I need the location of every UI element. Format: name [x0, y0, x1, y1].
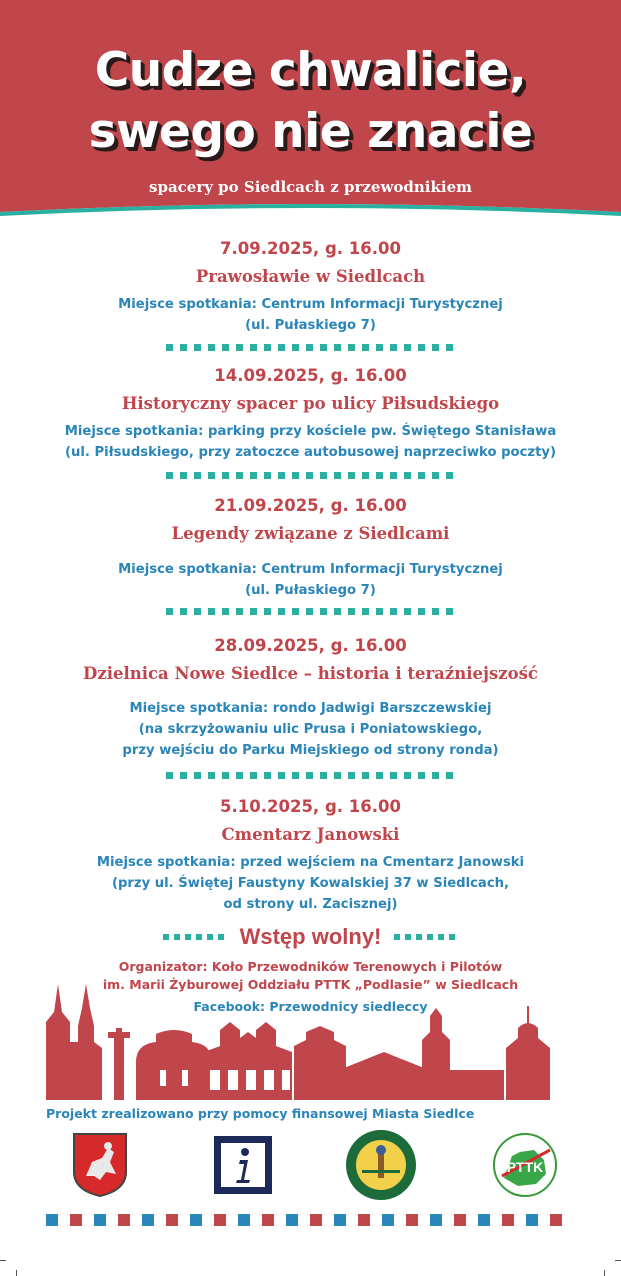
- page-subtitle: spacery po Siedlcach z przewodnikiem: [149, 178, 472, 196]
- dotted-divider: [0, 344, 621, 352]
- free-entry-label: Wstęp wolny!: [239, 924, 382, 949]
- event-place-line: (przy ul. Świętej Faustyny Kowalskiej 37 w Siedlcach,: [111, 876, 510, 891]
- event-title: Prawosławie w Siedlcach: [195, 267, 426, 286]
- free-entry-row: [0, 924, 621, 950]
- coat-of-arms-icon: [72, 1132, 128, 1198]
- organizer-line: im. Marii Żyburowej Oddziału PTTK „Podlasie” w Siedlcach: [102, 977, 519, 992]
- event-5: [0, 795, 621, 915]
- guides-club-seal-icon: [344, 1128, 418, 1202]
- dotted-divider: [0, 772, 621, 780]
- page-title-line1: Cudze chwalicie,: [94, 43, 527, 98]
- event-place-line: Miejsce spotkania: przed wejściem na Cmentarz Janowski: [96, 855, 525, 870]
- event-date: 7.09.2025, g. 16.00: [220, 239, 401, 258]
- dotted-divider: [0, 472, 621, 480]
- header-banner: [0, 0, 621, 222]
- event-place-line: (na skrzyżowaniu ulic Prusa i Poniatowskiego,: [138, 722, 483, 737]
- event-place-line: (ul. Piłsudskiego, przy zatoczce autobusowej naprzeciwko poczty): [64, 445, 557, 460]
- event-title: Dzielnica Nowe Siedlce – historia i teraźniejszość: [83, 664, 538, 683]
- dotted-divider: [394, 934, 458, 941]
- event-4: [0, 634, 621, 761]
- event-3: [0, 494, 621, 601]
- event-date: 5.10.2025, g. 16.00: [220, 797, 401, 816]
- pttk-logo-icon: [490, 1130, 560, 1200]
- organizer-line: Organizator: Koło Przewodników Terenowych i Pilotów: [118, 959, 503, 974]
- event-place-line: (ul. Pułaskiego 7): [245, 583, 376, 598]
- event-place-line: Miejsce spotkania: parking przy kościele pw. Świętego Stanisława: [64, 424, 557, 439]
- event-place-line: (ul. Pułaskiego 7): [245, 318, 376, 333]
- svg-text:PTTK: PTTK: [506, 1159, 544, 1175]
- decorative-squares-row: [46, 1214, 576, 1228]
- event-place-line: Miejsce spotkania: rondo Jadwigi Barszczewskiej: [129, 701, 492, 716]
- event-place-line: od strony ul. Zacisznej): [223, 897, 398, 912]
- facebook-link[interactable]: Facebook: Przewodnicy siedleccy: [193, 999, 428, 1014]
- event-place-line: Miejsce spotkania: Centrum Informacji Turystycznej: [118, 297, 503, 312]
- event-date: 28.09.2025, g. 16.00: [214, 636, 407, 655]
- event-title: Legendy związane z Siedlcami: [171, 524, 450, 543]
- event-1: [0, 237, 621, 336]
- event-title: Cmentarz Janowski: [221, 825, 400, 844]
- event-2: [0, 364, 621, 463]
- event-date: 14.09.2025, g. 16.00: [214, 366, 407, 385]
- city-skyline-illustration: [44, 982, 574, 1102]
- tourist-information-icon: [214, 1136, 272, 1194]
- funding-note: Projekt zrealizowano przy pomocy finansowej Miasta Siedlce: [46, 1106, 475, 1121]
- event-place-line: Miejsce spotkania: Centrum Informacji Turystycznej: [118, 562, 503, 577]
- event-title: Historyczny spacer po ulicy Piłsudskiego: [121, 394, 500, 413]
- event-place-line: przy wejściu do Parku Miejskiego od strony ronda): [122, 743, 499, 758]
- event-date: 21.09.2025, g. 16.00: [214, 496, 407, 515]
- dotted-divider: [163, 934, 227, 941]
- dotted-divider: [0, 608, 621, 616]
- page-title-line2: swego nie znacie: [88, 104, 533, 159]
